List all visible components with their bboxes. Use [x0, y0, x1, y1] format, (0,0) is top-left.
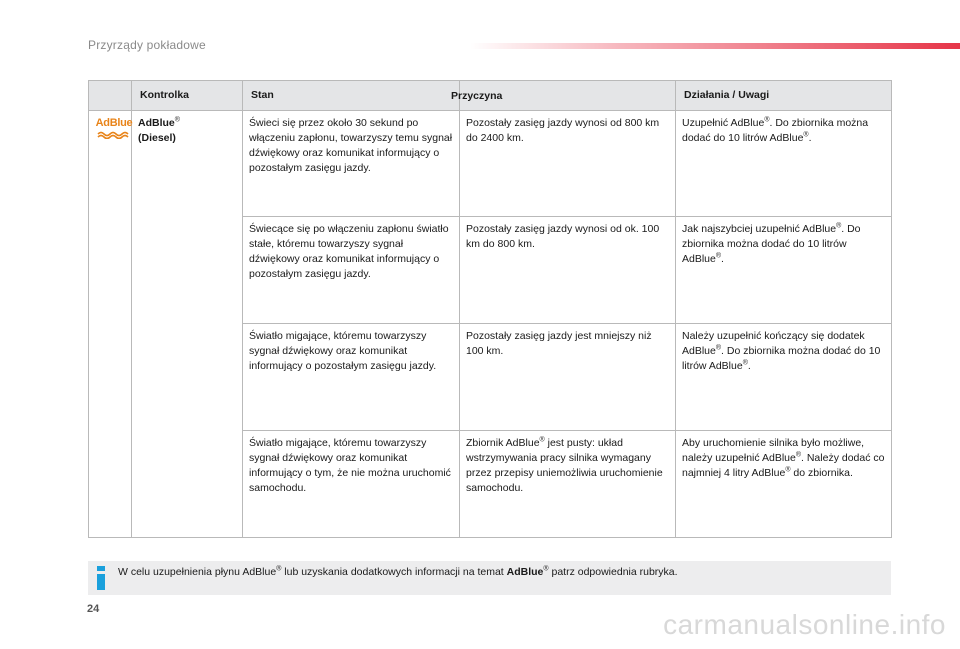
header-stan: Stan — [243, 81, 460, 111]
section-title: Przyrządy pokładowe — [88, 38, 206, 52]
row4-stan: Światło migające, któremu towarzyszy sygnał dźwiękowy oraz komunikat informujący o tym, że nie można uruchomić samochodu. — [243, 431, 460, 538]
row1-dzialania: Uzupełnić AdBlue®. Do zbiornika można dodać do 10 litrów AdBlue®. — [676, 111, 892, 217]
row4-dzialania: Aby uruchomienie silnika było możliwe, należy uzupełnić AdBlue®. Należy dodać co najmniej 4 litry AdBlue® do zbiornika. — [676, 431, 892, 538]
info-icon — [94, 565, 108, 591]
indicator-table — [88, 80, 892, 538]
header-accent-bar — [470, 43, 960, 49]
row2-stan: Świecące się po włączeniu zapłonu światło stałe, któremu towarzyszy sygnał dźwiękowy oraz komunikat informujący o pozostałym zasięgu jazdy. — [243, 217, 460, 324]
row3-stan: Światło migające, któremu towarzyszy sygnał dźwiękowy oraz komunikat informujący o pozostałym zasięgu jazdy. — [243, 324, 460, 431]
header-icon-col — [89, 81, 132, 111]
indicator-name-cell — [132, 111, 243, 538]
header-przyczyna: Przyczyna — [451, 90, 503, 102]
row1-stan: Świeci się przez około 30 sekund po włączeniu zapłonu, towarzyszy temu sygnał dźwiękowy oraz komunikat informujący o pozostałym zasięgu jazdy. — [243, 111, 460, 217]
info-note — [88, 561, 891, 595]
header-kontrolka: Kontrolka — [132, 81, 243, 111]
row2-przyczyna: Pozostały zasięg jazdy wynosi od ok. 100 km do 800 km. — [460, 217, 676, 324]
indicator-fuel: (Diesel) — [138, 132, 176, 144]
page-number: 24 — [87, 603, 100, 615]
watermark: carmanualsonline.info — [663, 609, 946, 640]
adblue-icon — [95, 116, 133, 139]
row3-dzialania: Należy uzupełnić kończący się dodatek AdBlue®. Do zbiornika można dodać do 10 litrów AdBlue®. — [676, 324, 892, 431]
header-dzialania: Działania / Uwagi — [676, 81, 892, 111]
indicator-icon-cell — [89, 111, 132, 538]
info-text: W celu uzupełnienia płynu AdBlue® lub uzyskania dodatkowych informacji na temat AdBlue® patrz odpowiednia rubryka. — [118, 565, 678, 578]
indicator-name: AdBlue® — [138, 116, 180, 129]
row4-przyczyna: Zbiornik AdBlue® jest pusty: układ wstrzymywania pracy silnika wymagany przez przepisy uniemożliwia uruchomienie samochodu. — [460, 431, 676, 538]
adblue-waves-icon — [97, 131, 131, 139]
adblue-icon-text: AdBlue — [95, 117, 133, 129]
table-row — [89, 111, 892, 217]
row3-przyczyna: Pozostały zasięg jazdy jest mniejszy niż 100 km. — [460, 324, 676, 431]
row1-przyczyna: Pozostały zasięg jazdy wynosi od 800 km do 2400 km. — [460, 111, 676, 217]
row2-dzialania: Jak najszybciej uzupełnić AdBlue®. Do zbiornika można dodać do 10 litrów AdBlue®. — [676, 217, 892, 324]
